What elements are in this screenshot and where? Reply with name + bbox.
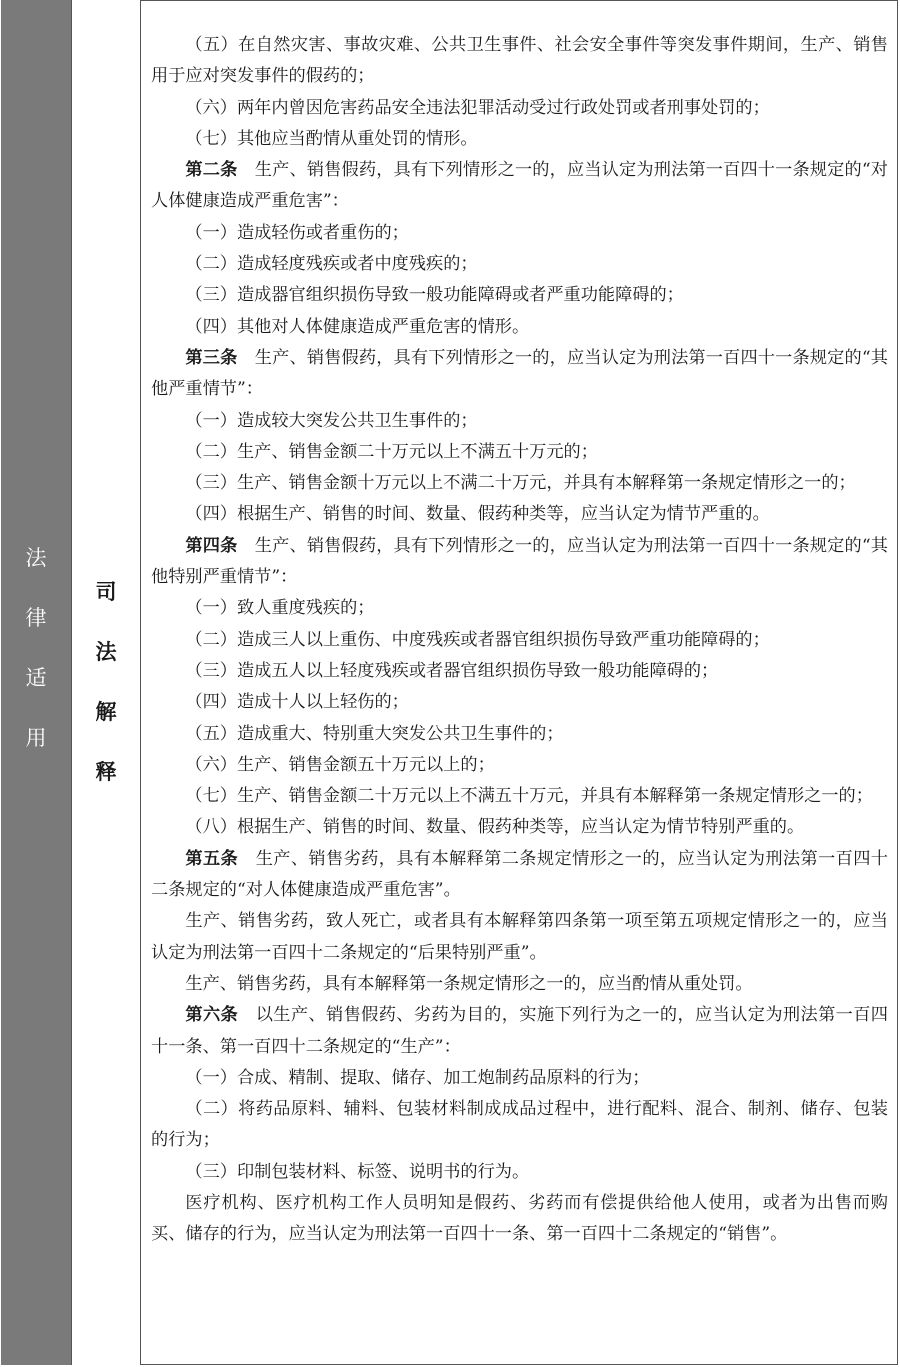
clause-paragraph [151,656,888,687]
clause-paragraph [151,124,888,155]
paragraph-text: 生产、销售劣药，具有本解释第二条规定情形之一的，应当认定为刑法第一百四十二条规定的“对人体健康造成严重危害”。 [151,848,888,901]
subcategory-char: 司 [95,580,117,604]
article-number: 第五条 [185,848,239,869]
article-paragraph [151,155,888,218]
subcategory-label [72,576,140,816]
subcategory-column [72,0,141,1365]
paragraph-text: （四）其他对人体健康造成严重危害的情形。 [185,316,530,337]
clause-paragraph [151,406,888,437]
clause-paragraph [151,437,888,468]
paragraph-text: （七）生产、销售金额二十万元以上不满五十万元，并具有本解释第一条规定情形之一的； [185,786,873,807]
subcategory-char: 法 [95,640,117,664]
paragraph-text: （三）印制包装材料、标签、说明书的行为。 [185,1161,530,1182]
clause-paragraph [151,906,888,969]
paragraph-text: 以生产、销售假药、劣药为目的，实施下列行为之一的，应当认定为刑法第一百四十一条、第一百四十二条规定的“生产”： [151,1005,888,1057]
paragraph-text: 生产、销售假药，具有下列情形之一的，应当认定为刑法第一百四十一条规定的“其他严重情节”： [151,347,888,400]
clause-paragraph [151,1188,888,1251]
article-paragraph [151,343,888,406]
paragraph-text: （六）生产、销售金额五十万元以上的； [185,754,495,775]
clause-paragraph [151,1094,888,1157]
clause-paragraph [151,969,888,1000]
paragraph-text: （四）根据生产、销售的时间、数量、假药种类等，应当认定为情节严重的。 [185,504,770,525]
category-char: 法 [25,546,47,570]
clause-paragraph [151,499,888,530]
clause-paragraph [151,687,888,718]
paragraph-text: （一）合成、精制、提取、储存、加工炮制药品原料的行为； [185,1067,650,1088]
clause-paragraph [151,781,888,812]
clause-paragraph [151,750,888,781]
article-number: 第四条 [185,535,238,556]
clause-paragraph [151,93,888,124]
subcategory-char: 解 [95,700,117,724]
paragraph-text: 生产、销售假药，具有下列情形之一的，应当认定为刑法第一百四十一条规定的“其他特别严重情节”： [151,535,888,588]
paragraph-text: 生产、销售假药，具有下列情形之一的，应当认定为刑法第一百四十一条规定的“对人体健康造成严重危害”： [151,160,888,212]
clause-paragraph [151,280,888,311]
paragraph-text: （七）其他应当酌情从重处罚的情形。 [185,128,478,149]
clause-paragraph [151,593,888,624]
paragraph-text: （五）造成重大、特别重大突发公共卫生事件的； [185,723,564,744]
category-column [1,0,72,1365]
clause-paragraph [151,312,888,343]
clause-paragraph [151,1157,888,1188]
paragraph-text: 生产、销售劣药，致人死亡，或者具有本解释第四条第一项至第五项规定情形之一的，应当认定为刑法第一百四十二条规定的“后果特别严重”。 [151,911,888,963]
paragraph-text: （三）生产、销售金额十万元以上不满二十万元，并具有本解释第一条规定情形之一的； [185,473,856,494]
category-char: 适 [25,666,47,690]
category-char: 用 [25,726,47,750]
paragraph-text: 医疗机构、医疗机构工作人员明知是假药、劣药而有偿提供给他人使用，或者为出售而购买、储存的行为，应当认定为刑法第一百四十一条、第一百四十二条规定的“销售”。 [151,1192,888,1245]
clause-paragraph [151,812,888,843]
article-number: 第六条 [185,1005,239,1026]
article-paragraph [151,531,888,594]
interpretation-text [151,30,888,1251]
paragraph-text: （六）两年内曾因危害药品安全违法犯罪活动受过行政处罚或者刑事处罚的； [185,97,770,118]
clause-paragraph [151,719,888,750]
clause-paragraph [151,30,888,93]
paragraph-text: 生产、销售劣药，具有本解释第一条规定情形之一的，应当酌情从重处罚。 [185,973,753,994]
paragraph-text: （一）造成轻伤或者重伤的； [185,222,409,243]
category-label [1,542,71,782]
paragraph-text: （三）造成五人以上轻度残疾或者器官组织损伤导致一般功能障碍的； [185,660,719,681]
paragraph-text: （二）造成三人以上重伤、中度残疾或者器官组织损伤导致严重功能障碍的； [185,629,770,650]
clause-paragraph [151,218,888,249]
clause-paragraph [151,249,888,280]
paragraph-text: （三）造成器官组织损伤导致一般功能障碍或者严重功能障碍的； [185,285,684,306]
paragraph-text: （二）将药品原料、辅料、包装材料制成成品过程中，进行配料、混合、制剂、储存、包装的行为； [151,1099,888,1151]
paragraph-text: （五）在自然灾害、事故灾难、公共卫生事件、社会安全事件等突发事件期间，生产、销售用于应对突发事件的假药的； [151,35,888,87]
clause-paragraph [151,1063,888,1094]
paragraph-text: （一）造成较大突发公共卫生事件的； [185,410,478,431]
article-number: 第三条 [185,347,238,368]
clause-paragraph [151,625,888,656]
paragraph-text: （四）造成十人以上轻伤的； [185,692,409,713]
article-paragraph [151,1000,888,1063]
paragraph-text: （二）造成轻度残疾或者中度残疾的； [185,254,478,275]
paragraph-text: （二）生产、销售金额二十万元以上不满五十万元的； [185,441,598,462]
category-char: 律 [25,606,47,630]
subcategory-char: 释 [95,760,117,784]
clause-paragraph [151,468,888,499]
article-paragraph [151,844,888,907]
article-number: 第二条 [185,160,238,181]
paragraph-text: （八）根据生产、销售的时间、数量、假药种类等，应当认定为情节特别严重的。 [185,817,805,838]
paragraph-text: （一）致人重度残疾的； [185,598,375,619]
